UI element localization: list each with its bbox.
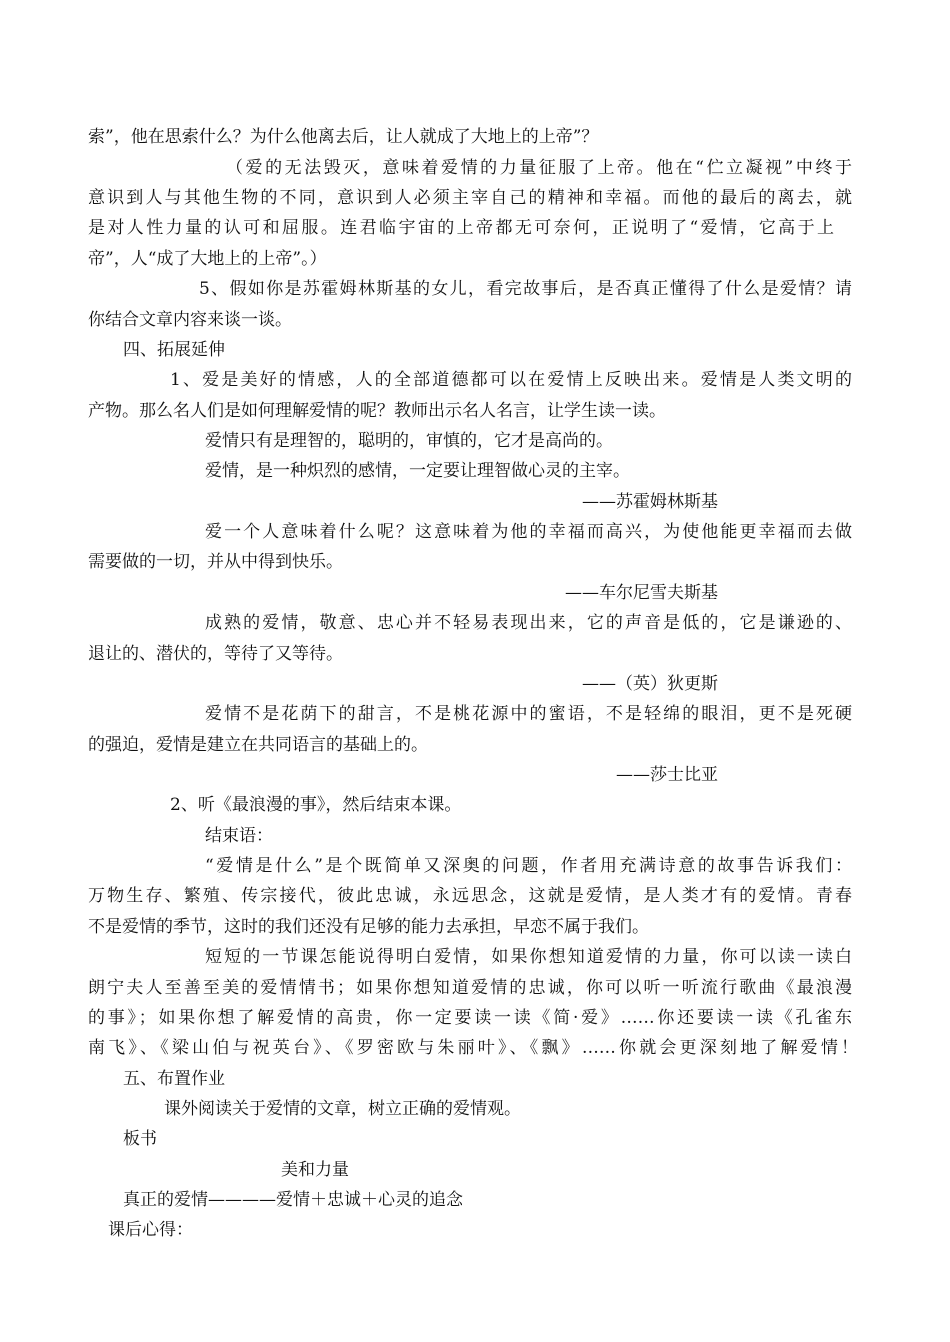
quote-attribution: ——莎士比亚 [616, 765, 718, 785]
text-line: 你结合文章内容来谈一谈。 [88, 310, 292, 330]
quote-line: 的强迫，爱情是建立在共同语言的基础上的。 [88, 735, 428, 755]
text-line: 结束语： [205, 826, 273, 846]
text-line: 产物。那么名人们是如何理解爱情的呢？教师出示名人名言，让学生读一读。 [88, 401, 666, 421]
quote-attribution: ——（英）狄更斯 [582, 674, 718, 694]
board-line: 美和力量 [281, 1160, 349, 1180]
section-heading: 四、拓展延伸 [123, 340, 225, 360]
quote-line: 退让的、潜伏的，等待了又等待。 [88, 644, 343, 664]
quote-line: 爱情，是一种炽烈的感情，一定要让理智做心灵的主宰。 [205, 461, 630, 481]
quote-line: 成熟的爱情，敬意、忠心并不轻易表现出来，它的声音是低的，它是谦逊的、 [205, 613, 852, 633]
quote-attribution: ——车尔尼雪夫斯基 [565, 583, 718, 603]
text-line: 课外阅读关于爱情的文章，树立正确的爱情观。 [164, 1099, 521, 1119]
board-heading: 板书 [123, 1129, 157, 1149]
quote-attribution: ——苏霍姆林斯基 [582, 492, 718, 512]
text-line: 朗宁夫人至善至美的爱情情书；如果你想知道爱情的忠诚，你可以听一听流行歌曲《最浪漫 [88, 978, 852, 998]
quote-line: 需要做的一切，并从中得到快乐。 [88, 552, 343, 572]
text-line: 索”，他在思索什么？为什么他离去后，让人就成了大地上的上帝”？ [88, 127, 599, 147]
quote-line: 爱情只有是理智的，聪明的，审慎的，它才是高尚的。 [205, 431, 613, 451]
text-line: 南飞》、《梁山伯与祝英台》、《罗密欧与朱丽叶》、《飘》……你就会更深刻地了解爱情！ [88, 1038, 858, 1058]
text-line: 5、假如你是苏霍姆林斯基的女儿，看完故事后，是否真正懂得了什么是爱情？请 [199, 279, 852, 299]
text-line: 是对人性力量的认可和屈服。连君临宇宙的上帝都无可奈何，正说明了“爱情，它高于上 [88, 218, 834, 238]
text-line: 不是爱情的季节，这时的我们还没有足够的能力去承担，早恋不属于我们。 [88, 917, 649, 937]
text-line: 帝”，人“成了大地上的上帝”。） [88, 249, 327, 269]
text-line: 短短的一节课怎能说得明白爱情，如果你想知道爱情的力量，你可以读一读白 [205, 947, 852, 967]
text-line: 2、听《最浪漫的事》，然后结束本课。 [170, 795, 462, 815]
section-heading: 五、布置作业 [123, 1069, 225, 1089]
text-line: 1、爱是美好的情感，人的全部道德都可以在爱情上反映出来。爱情是人类文明的 [170, 370, 852, 390]
text-line: （爱的无法毁灭，意味着爱情的力量征服了上帝。他在“伫立凝视”中终于 [226, 158, 852, 178]
text-line: “爱情是什么”是个既简单又深奥的问题，作者用充满诗意的故事告诉我们： [205, 856, 852, 876]
text-line: 的事》；如果你想了解爱情的高贵，你一定要读一读《简·爱》……你还要读一读《孔雀东 [88, 1008, 852, 1028]
board-line: 真正的爱情————爱情＋忠诚＋心灵的追念 [123, 1190, 463, 1210]
quote-line: 爱情不是花荫下的甜言，不是桃花源中的蜜语，不是轻绵的眼泪，更不是死硬 [205, 704, 852, 724]
text-line: 万物生存、繁殖、传宗接代，彼此忠诚，永远思念，这就是爱情，是人类才有的爱情。青春 [88, 886, 852, 906]
quote-line: 爱一个人意味着什么呢？这意味着为他的幸福而高兴，为使他能更幸福而去做 [205, 522, 852, 542]
text-line: 意识到人与其他生物的不同，意识到人必须主宰自己的精神和幸福。而他的最后的离去，就 [88, 188, 852, 208]
notes-label: 课后心得： [108, 1220, 193, 1240]
